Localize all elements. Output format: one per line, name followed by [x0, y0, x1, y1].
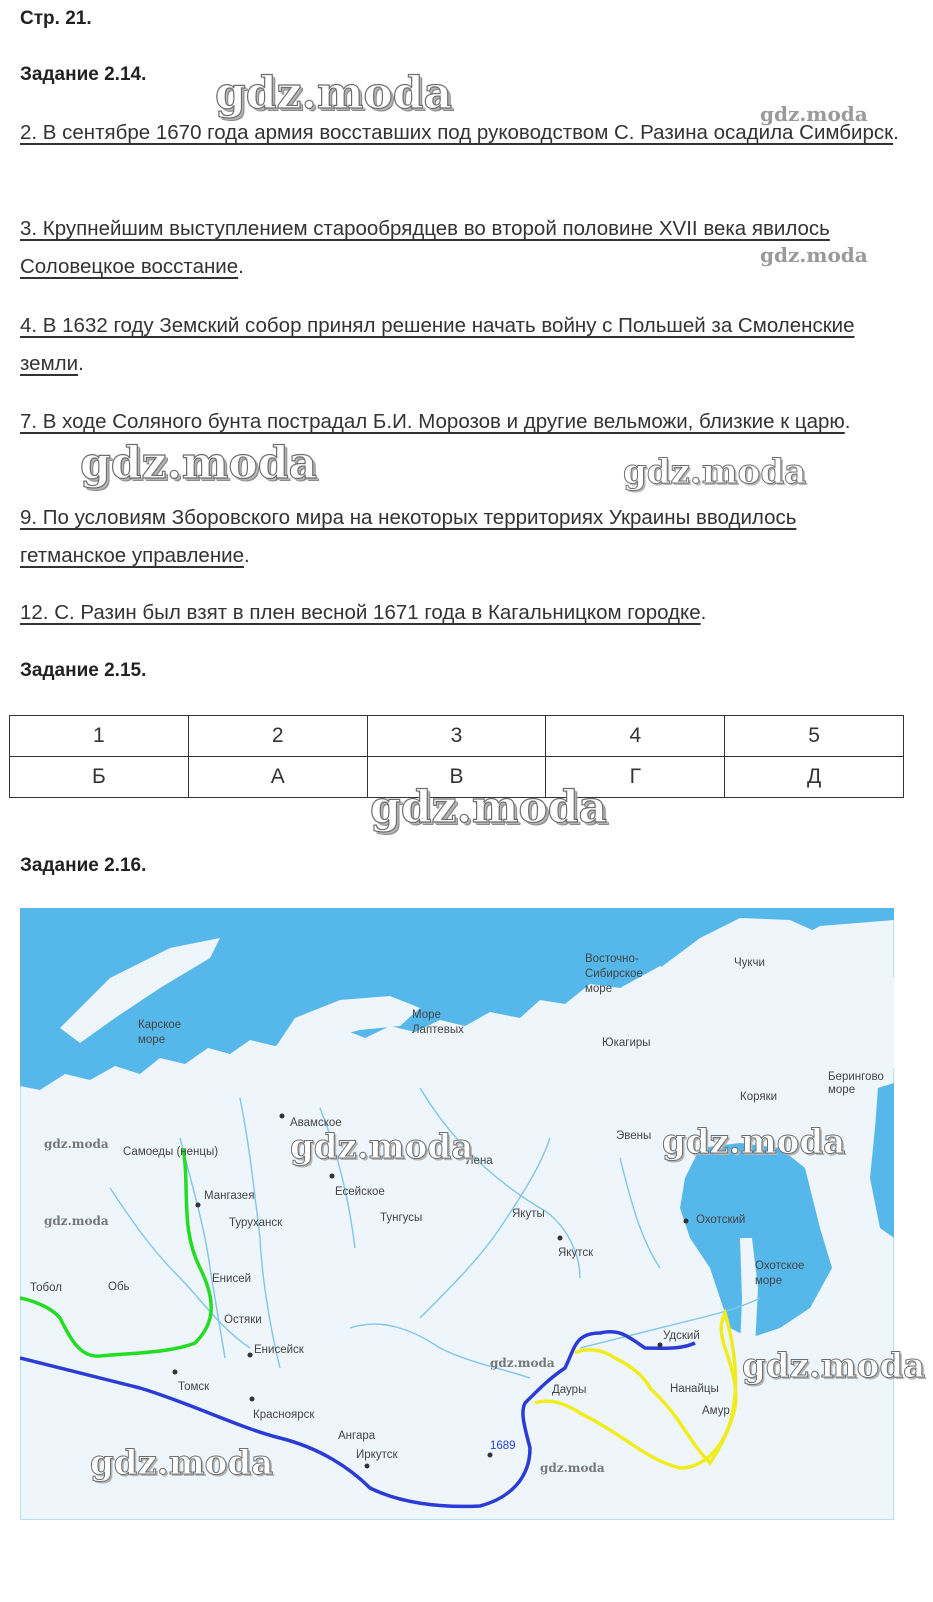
map-canvas: [20, 908, 894, 1520]
table-row: [10, 716, 904, 757]
map-label: Самоеды (ненцы): [123, 1146, 219, 1158]
task-2-15-title: Задание 2.15.: [20, 660, 147, 681]
map-label: Охотский: [696, 1214, 746, 1226]
answer-text: 2. В сентябре 1670 года армия восставших под руководством С. Разина осадила Симбирск: [20, 121, 894, 144]
watermark: gdz.moda: [760, 102, 868, 126]
table-cell: 5: [725, 716, 904, 757]
table-cell: В: [367, 757, 546, 798]
map-label: Амур: [702, 1405, 730, 1417]
map-label: Енисей: [212, 1273, 252, 1285]
map-label: Лена: [466, 1155, 493, 1167]
table-row: [10, 757, 904, 798]
watermark: gdz.moda: [540, 1461, 605, 1475]
table-cell: Б: [10, 757, 189, 798]
map-label: Чукчи: [734, 957, 765, 969]
watermark: gdz.moda: [80, 438, 318, 489]
watermark: gdz.moda: [623, 452, 807, 492]
table-cell: 2: [188, 716, 367, 757]
watermark: gdz.moda: [490, 1356, 555, 1370]
answer-end: .: [700, 601, 707, 624]
map-label: Юкагиры: [602, 1037, 651, 1049]
answer-item: [20, 114, 900, 152]
task-2-14-title: Задание 2.14.: [20, 64, 147, 85]
watermark: gdz.moda: [662, 1122, 846, 1162]
answer-end: .: [78, 352, 84, 375]
map-label: Енисейск: [254, 1344, 304, 1356]
answer-item: [20, 594, 900, 632]
answer-item: [20, 210, 900, 286]
siberia-map: [20, 908, 894, 1520]
answer-item: [20, 499, 900, 575]
answer-end: .: [844, 410, 851, 433]
watermark: gdz.moda: [742, 1346, 926, 1386]
map-label: Коряки: [740, 1091, 778, 1103]
map-label: море: [585, 983, 613, 995]
map-label: Остяки: [224, 1314, 262, 1326]
table-cell: 1: [10, 716, 189, 757]
map-label: Берингово: [828, 1071, 884, 1083]
answer-item: [20, 403, 900, 441]
table-cell: А: [188, 757, 367, 798]
answer-text: 12. С. Разин был взят в плен весной 1671 года в Кагальницком городке: [20, 601, 701, 624]
map-label: Мангазея: [204, 1190, 255, 1202]
map-label: Восточно-: [585, 953, 639, 965]
map-label: Тунгусы: [380, 1212, 423, 1224]
map-label: Иркутск: [356, 1449, 398, 1461]
answer-text: 3. Крупнейшим выступлением старообрядцев во второй половине XVII века явилось Соловецкое восстание: [20, 217, 830, 278]
map-label: Красноярск: [253, 1409, 315, 1421]
answer-text: 9. По условиям Зборовского мира на некоторых территориях Украины вводилось гетманское управление: [20, 506, 797, 567]
answer-end: .: [244, 544, 250, 567]
task-2-16-title: Задание 2.16.: [20, 855, 147, 876]
answer-text: 4. В 1632 году Земский собор принял решение начать войну с Польшей за Смоленские земли: [20, 314, 855, 375]
map-label: Лаптевых: [412, 1024, 464, 1036]
map-label: Якутск: [558, 1247, 594, 1259]
map-label: Эвены: [616, 1130, 652, 1142]
map-label: Есейское: [335, 1186, 385, 1198]
watermark: gdz.moda: [760, 243, 868, 267]
map-label: Ангара: [338, 1430, 376, 1442]
watermark: gdz.moda: [44, 1137, 109, 1151]
map-label: Нанайцы: [670, 1383, 719, 1395]
answer-end: .: [893, 121, 899, 144]
table-cell: Г: [546, 757, 725, 798]
map-label: море: [138, 1034, 166, 1046]
table-cell: 4: [546, 716, 725, 757]
watermark: gdz.moda: [44, 1214, 109, 1228]
map-label: Туруханск: [229, 1217, 283, 1229]
watermark: gdz.moda: [290, 1127, 474, 1167]
map-label: Обь: [108, 1281, 130, 1293]
map-label: Якуты: [512, 1208, 545, 1220]
map-label: Удский: [663, 1330, 700, 1342]
watermark: gdz.moda: [215, 68, 453, 119]
map-label: Тобол: [30, 1282, 62, 1294]
map-label: Охотское: [755, 1260, 805, 1272]
map-label: Море: [412, 1009, 441, 1021]
answer-item: [20, 307, 900, 383]
answer-text: 7. В ходе Соляного бунта пострадал Б.И. Морозов и другие вельможи, близкие к царю: [20, 410, 845, 433]
watermark: gdz.moda: [370, 782, 608, 833]
table-cell: 3: [367, 716, 546, 757]
map-label: Дауры: [552, 1384, 587, 1396]
map-label: Карское: [138, 1019, 182, 1031]
answer-end: .: [238, 255, 244, 278]
matching-table: [9, 715, 904, 798]
map-label: море: [828, 1084, 856, 1096]
map-label: Авамское: [290, 1117, 342, 1129]
page-reference: Стр. 21.: [20, 8, 92, 29]
map-label: Томск: [178, 1381, 210, 1393]
map-label-year: 1689: [490, 1440, 516, 1452]
map-label: море: [755, 1275, 783, 1287]
map-label: Сибирское: [585, 968, 643, 980]
table-cell: Д: [725, 757, 904, 798]
watermark: gdz.moda: [90, 1443, 274, 1483]
